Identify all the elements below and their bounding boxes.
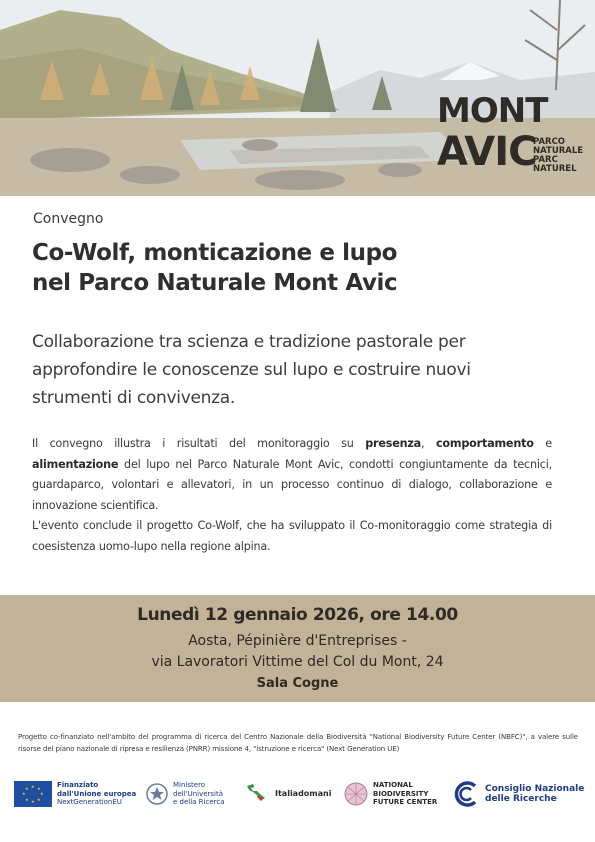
mur-line: dell'Università <box>173 789 224 798</box>
cnr-logo-text <box>485 784 584 804</box>
logo-avic-text: AVIC <box>437 129 537 175</box>
logo-park-subtitle <box>533 137 584 174</box>
nbfc-sphere-icon <box>343 781 369 807</box>
event-title-line: Co-Wolf, monticazione e lupo <box>32 240 398 266</box>
eu-line: NextGenerationEU <box>57 798 122 807</box>
venue-line: Aosta, Pépinière d'Entreprises - <box>188 633 407 649</box>
description-paragraph-1 <box>32 434 552 516</box>
mur-line: e della Ricerca <box>173 798 225 807</box>
event-type-label: Convegno <box>33 211 104 227</box>
mur-logo-text <box>173 781 225 807</box>
mur-logo <box>145 776 225 812</box>
description-paragraph-2: L'evento conclude il progetto Co-Wolf, che ha sviluppato il Co-monitoraggio come strategia di coesistenza uomo-lupo nella regione alpina. <box>32 519 552 553</box>
funding-footnote: Progetto co-finanziato nell'ambito del programma di ricerca del Centro Nazionale della Biodiversità "National Biodiversity Future Center (NBFC)", a valere sulle risorse del piano nazionale di ripresa e resilienza (PNRR) missione 4, "istruzione e ricerca" (Next Generation UE) <box>18 733 578 753</box>
event-room: Sala Cogne <box>256 676 339 691</box>
highlight-comportamento: comportamento <box>435 437 534 450</box>
event-lead-paragraph: Collaborazione tra scienza e tradizione pastorale per approfondire le conoscenze sul lupo e costruire nuovi strumenti di convivenza. <box>32 332 471 408</box>
italian-emblem-icon <box>145 782 169 806</box>
italiadomani-name: Italiadomani <box>275 788 332 798</box>
cnr-line: Consiglio Nazionale <box>485 784 585 794</box>
venue-line: via Lavoratori Vittime del Col du Mont, 24 <box>151 654 444 670</box>
eu-line: dall'Unione europea <box>57 789 137 798</box>
mur-line: Ministero <box>173 781 206 790</box>
event-venue <box>0 631 595 673</box>
nbfc-line: BIODIVERSITY <box>373 789 429 798</box>
nbfc-line: FUTURE CENTER <box>373 798 438 807</box>
eu-line: Finanziato <box>57 781 99 790</box>
event-date-time: Lunedì 12 gennaio 2026, ore 14.00 <box>137 605 458 625</box>
italiadomani-text <box>275 790 331 799</box>
cnr-logo <box>453 776 584 812</box>
eu-flag-icon: ★ ★ ★ ★ ★ ★ ★ ★ <box>14 781 52 807</box>
highlight-alimentazione: alimentazione <box>32 457 119 471</box>
sponsor-logos <box>0 776 595 816</box>
eu-logo <box>14 776 136 812</box>
cnr-mark-icon <box>453 780 481 808</box>
nbfc-line: NATIONAL <box>373 781 413 790</box>
event-description <box>32 434 552 557</box>
eu-logo-text <box>57 781 136 807</box>
logo-sub-line: PARC <box>533 155 558 165</box>
text-run: Il convegno illustra i risultati del monitoraggio su <box>32 437 366 450</box>
text-run: del lupo nel Parco Naturale Mont Avic, condotti congiuntamente da tecnici, guardaparco, volontari e allevatori, in un processo continuo di dialogo, collaborazione e innovazione scientifica. <box>32 457 552 512</box>
mont-avic-logo <box>437 86 584 184</box>
italy-map-icon <box>243 782 273 806</box>
text-run: e <box>533 437 552 450</box>
logo-sub-line: NATUREL <box>533 164 577 174</box>
italiadomani-logo <box>243 776 331 812</box>
highlight-presenza: presenza <box>365 437 422 450</box>
nbfc-logo-text <box>373 781 437 807</box>
cnr-line: delle Ricerche <box>485 794 557 804</box>
hero-landscape-photo <box>0 0 595 196</box>
nbfc-logo <box>343 776 437 812</box>
event-title-line: nel Parco Naturale Mont Avic <box>32 270 398 296</box>
logo-sub-line: NATURALE <box>533 146 584 156</box>
logo-sub-line: PARCO <box>533 137 566 147</box>
event-title <box>32 238 552 298</box>
logo-mont-text: MONT <box>437 91 548 131</box>
text-run: , <box>421 437 436 450</box>
